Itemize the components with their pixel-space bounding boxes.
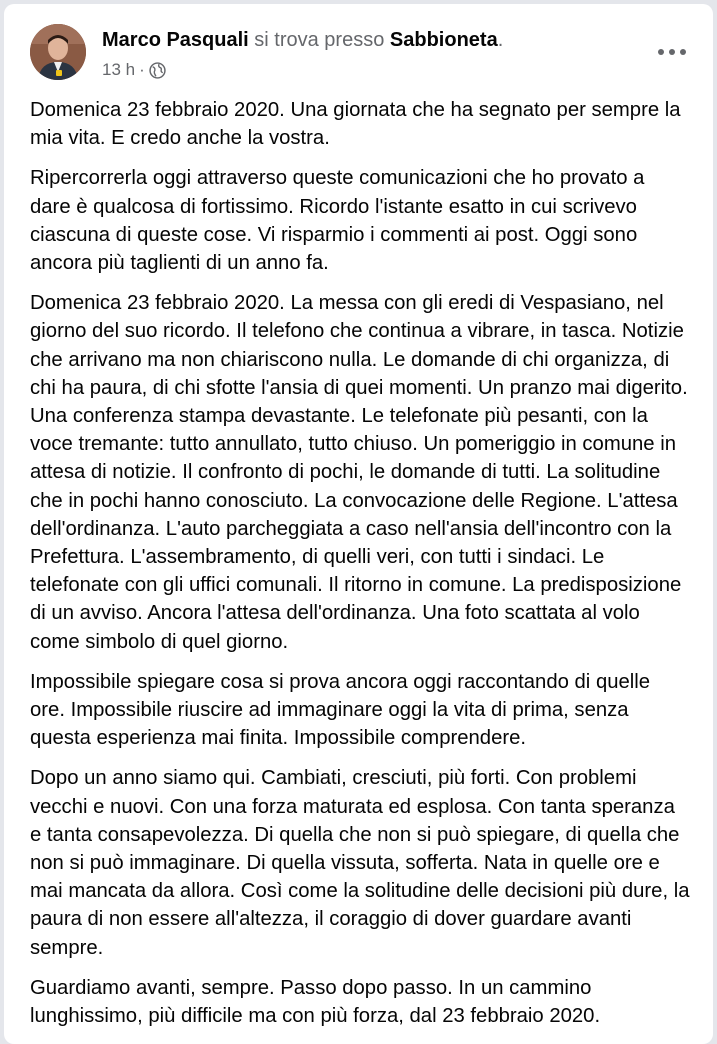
post-paragraph-1: Domenica 23 febbraio 2020. Una giornata che ha segnato per sempre la mia vita. E credo anche la vostra. <box>30 99 681 150</box>
location-suffix: . <box>497 29 504 51</box>
post-meta <box>102 60 166 80</box>
post-paragraph-2: Ripercorrerla oggi attraverso queste comunicazioni che ho provato a dare è qualcosa di fortissimo. Ricordo l'istante esatto in cui scrivevo ciascuna di queste cose. Vi risparmio i commenti ai post. Oggi sono ancora più taglienti di un anno fa. <box>30 167 645 275</box>
author-name[interactable]: Marco Pasquali <box>102 29 249 51</box>
post-paragraph-3: Domenica 23 febbraio 2020. La messa con gli eredi di Vespasiano, nel giorno del suo ricordo. Il telefono che continua a vibrare, in tasca. Notizie che arrivano ma non chiariscono nulla. Le domande di chi organizza, di chi ha paura, di chi sfotte l'ansia di quei momenti. Un pranzo mai digerito. Una conferenza stampa devastante. Le telefonate più pesanti, con la voce tremante: tutto annullato, tutto chiuso. Un pomeriggio in comune in attesa di notizie. Il confronto di pochi, le domande di tutti. La solitudine che in pochi hanno conosciuto. La convocazione delle Regione. L'attesa dell'ordinanza. L'auto parcheggiata a caso nell'ansia dell'incontro con la Prefettura. L'assembramento, di quelli veri, con tutti i sindaci. Le telefonate con gli uffici comunali. Il ritorno in comune. La predisposizione di un avviso. Ancora l'attesa dell'ordinanza. Una foto scattata al volo come simbolo di quel giorno. <box>30 292 688 653</box>
post-header-line <box>102 29 503 52</box>
meta-separator: · <box>139 60 145 79</box>
post-paragraph-4: Impossibile spiegare cosa si prova ancora oggi raccontando di quelle ore. Impossibile riuscire ad immaginare oggi la vita di prima, senza questa esperienza mai finita. Impossibile comprendere. <box>30 670 651 750</box>
location-name[interactable]: Sabbioneta <box>389 29 498 51</box>
globe-icon[interactable] <box>149 62 166 79</box>
avatar-photo <box>30 24 86 80</box>
more-options-button[interactable] <box>654 40 690 64</box>
post-text <box>30 96 690 1042</box>
more-dots-icon <box>657 48 687 56</box>
avatar[interactable] <box>30 24 86 80</box>
location-prefix: si trova presso <box>254 29 385 51</box>
post-card <box>4 4 713 1044</box>
post-paragraph-5: Dopo un anno siamo qui. Cambiati, cresciuti, più forti. Con problemi vecchi e nuovi. Con una forza maturata ed esplosa. Con tanta speranza e tanta consapevolezza. Di quella che non si può spiegare, di quella che non si può immaginare. Di quella vissuta, sofferta. Nata in quelle ore e mai mancata da allora. Così come la solitudine delle decisioni più dure, la paura di non essere all'altezza, il coraggio di dover guardare avanti sempre. <box>30 767 690 959</box>
post-paragraph-6: Guardiamo avanti, sempre. Passo dopo passo. In un cammino lunghissimo, più difficile ma con più forza, dal 23 febbraio 2020. <box>30 976 601 1028</box>
post-time[interactable]: 13 h <box>102 60 136 79</box>
